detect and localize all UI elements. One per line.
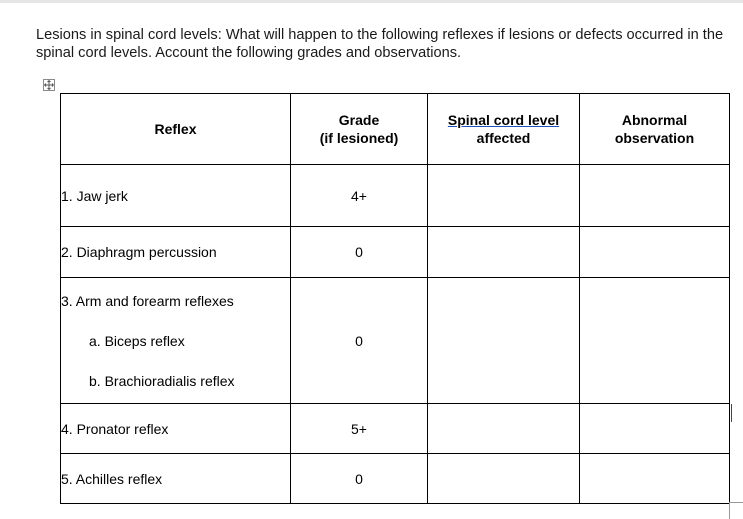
- table-row: [61, 227, 730, 278]
- table-header-row: [61, 94, 730, 165]
- header-grade: [291, 94, 428, 165]
- header-abnormal-line1: Abnormal: [621, 112, 688, 128]
- table-row: [61, 278, 730, 404]
- move-arrows-icon: [44, 80, 54, 90]
- spinal-level-cell[interactable]: [428, 454, 580, 504]
- grade-cell: 0: [291, 227, 428, 278]
- grade-cell: 0: [291, 454, 428, 504]
- sub-reflex-brachioradialis: b. Brachioradialis reflex: [89, 372, 235, 389]
- header-abnormal-observation: [580, 94, 730, 165]
- reflex-cell: 1. Jaw jerk: [61, 165, 291, 227]
- top-divider: [0, 0, 743, 3]
- reflex-cell: [61, 278, 291, 404]
- table-move-handle[interactable]: [43, 79, 55, 91]
- header-spinal-level: [428, 94, 580, 165]
- table-row: [61, 454, 730, 504]
- spinal-level-cell[interactable]: [428, 165, 580, 227]
- header-grade-line1: Grade: [338, 112, 380, 128]
- reflex-table: [60, 93, 730, 504]
- abnormal-observation-cell[interactable]: [580, 454, 730, 504]
- header-level-line1: Spinal cord level: [447, 112, 560, 128]
- spinal-level-cell[interactable]: [428, 227, 580, 278]
- grade-cell: 4+: [291, 165, 428, 227]
- sub-reflex-biceps: a. Biceps reflex: [89, 332, 185, 349]
- spinal-level-cell[interactable]: [428, 278, 580, 404]
- header-level-line2: affected: [476, 130, 531, 146]
- instructions-paragraph: Lesions in spinal cord levels: What will happen to the following reflexes if lesions or defects occurred in the spinal cord levels. Account the following grades and observations.: [36, 27, 724, 61]
- reflex-group-label: 3. Arm and forearm reflexes: [61, 292, 234, 309]
- reflex-cell: 4. Pronator reflex: [61, 404, 291, 454]
- header-reflex: Reflex: [61, 94, 291, 165]
- abnormal-observation-cell[interactable]: [580, 165, 730, 227]
- abnormal-observation-cell[interactable]: [580, 404, 730, 454]
- abnormal-observation-cell[interactable]: [580, 227, 730, 278]
- table-resize-handle[interactable]: [729, 502, 743, 519]
- header-abnormal-line2: observation: [614, 130, 695, 146]
- table-row: [61, 165, 730, 227]
- spinal-level-cell[interactable]: [428, 404, 580, 454]
- row-resize-marker[interactable]: [731, 404, 732, 422]
- grade-cell: 5+: [291, 404, 428, 454]
- header-grade-line2: (if lesioned): [319, 130, 399, 146]
- reflex-cell: 5. Achilles reflex: [61, 454, 291, 504]
- grade-cell: 0: [291, 278, 428, 404]
- table-row: [61, 404, 730, 454]
- reflex-cell: 2. Diaphragm percussion: [61, 227, 291, 278]
- abnormal-observation-cell[interactable]: [580, 278, 730, 404]
